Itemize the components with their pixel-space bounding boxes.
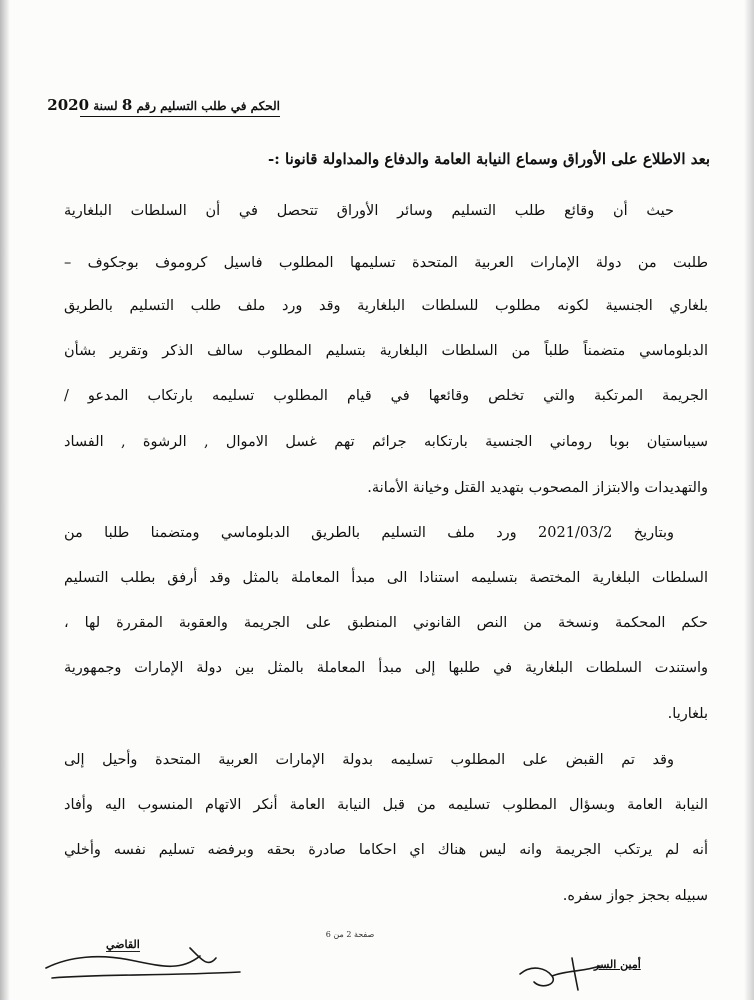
request-number: 8 — [121, 96, 133, 114]
paragraph-line: سيباستيان بوبا روماني الجنسية بارتكابه جرائم تهم غسل الاموال , الرشوة , الفساد — [64, 434, 708, 450]
paragraph-line: السلطات البلغارية المختصة بتسليمه استنادا الى مبدأ المعاملة بالمثل وقد أرفق بطلب التسليم — [64, 570, 708, 586]
paragraph-line: حيث أن وقائع طلب التسليم وسائر الأوراق تتحصل في أن السلطات البلغارية — [64, 203, 674, 219]
secretary-label: أمين السر — [594, 958, 641, 971]
judge-label: القاضي — [106, 938, 140, 951]
paragraph-line: وبتاريخ 2021/03/2 ورد ملف التسليم بالطريق الدبلوماسي ومتضمنا طلبا من — [64, 525, 674, 541]
page-number: صفحة 2 من 6 — [325, 930, 375, 939]
paragraph-line: حكم المحكمة ونسخة من النص القانوني المنطبق على الجريمة والعقوبة المقررة لها ، — [64, 615, 708, 631]
judge-signature — [40, 938, 250, 986]
header-prefix: الحكم في طلب التسليم رقم — [136, 99, 280, 113]
paragraph-line: طلبت من دولة الإمارات العربية المتحدة تسليمها المطلوب فاسيل كروموف بوجكوف – — [64, 255, 708, 271]
judgment-header — [47, 96, 280, 117]
paragraph-line: سبيله بحجز جواز سفره. — [562, 888, 708, 904]
paragraph-line: واستندت السلطات البلغارية في طلبها إلى مبدأ المعاملة بالمثل بين دولة الإمارات وجمهورية — [64, 660, 708, 676]
scan-edge-left — [0, 0, 10, 1000]
scan-edge-right — [744, 0, 754, 1000]
paragraph-line: وقد تم القبض على المطلوب تسليمه بدولة الإمارات العربية المتحدة وأحيل إلى — [64, 752, 674, 768]
paragraph-line: أنه لم يرتكب الجريمة وانه ليس هناك اي احكاما صادرة بحقه وبرفضه تسليم نفسه وأخلي — [64, 842, 708, 858]
paragraph-line: الجريمة المرتكبة والتي تخلص وقائعها في قيام المطلوب تسليمه بارتكاب المدعو / — [64, 388, 708, 404]
paragraph-line: بلغاري الجنسية لكونه مطلوب للسلطات البلغارية وقد ورد ملف طلب التسليم بالطريق — [64, 298, 708, 314]
intro-heading: بعد الاطلاع على الأوراق وسماع النيابة العامة والدفاع والمداولة قانونا :- — [268, 150, 710, 168]
request-year: 2020 — [47, 96, 90, 114]
paragraph-line: الدبلوماسي متضمناً طلباً من السلطات البلغارية بتسليم المطلوب سالف الذكر وتقرير بشأن — [64, 343, 708, 359]
paragraph-line: بلغاريا. — [667, 706, 708, 722]
secretary-signature — [512, 950, 612, 996]
paragraph-line: النيابة العامة وبسؤال المطلوب تسليمه من قبل النيابة العامة أنكر الاتهام المنسوب اليه وأفاد — [64, 797, 708, 813]
paragraph-line: والتهديدات والابتزاز المصحوب بتهديد القتل وخيانة الأمانة. — [367, 480, 708, 496]
header-middle: لسنة — [93, 99, 118, 113]
